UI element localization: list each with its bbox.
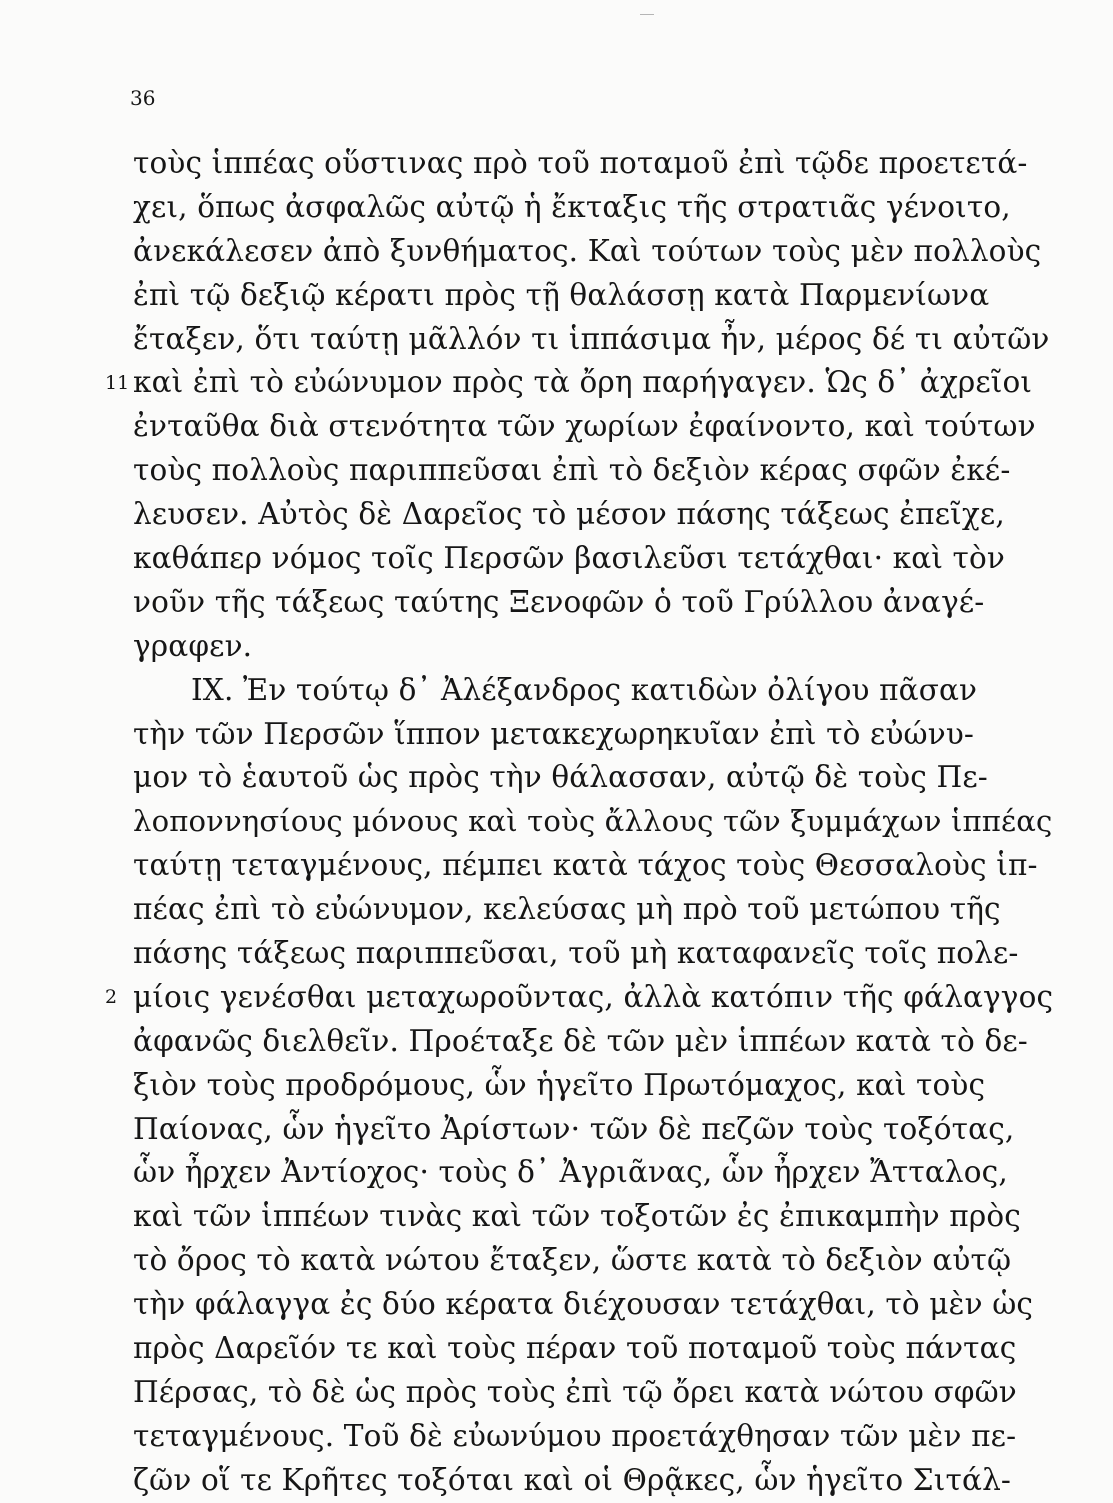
text-line: IX. Ἐν τούτῳ δ᾽ Ἀλέξανδρος κατιδὼν ὀλίγου πᾶσαν [191,672,978,707]
text-line: τοὺς ἱππέας οὕστινας πρὸ τοῦ ποταμοῦ ἐπὶ τῷδε προετετά- [133,146,1028,180]
text-line: λοποννησίους μόνους καὶ τοὺς ἄλλους τῶν ξυμμάχων ἱππέας [133,804,1053,839]
text-line: Παίονας, ὧν ἡγεῖτο Ἀρίστων· τῶν δὲ πεζῶν τοὺς τοξότας, [133,1111,1015,1146]
text-line: ἐπὶ τῷ δεξιῷ κέρατι πρὸς τῇ θαλάσσῃ κατὰ Παρμενίωνα [133,277,990,312]
text-line: νοῦν τῆς τάξεως ταύτης Ξενοφῶν ὁ τοῦ Γρύλλου ἀναγέ- [133,584,985,619]
top-edge-mark [640,14,654,15]
text-line: τὴν φάλαγγα ἐς δύο κέρατα διέχουσαν τετάχθαι, τὸ μὲν ὡς [133,1287,1034,1322]
text-line: πρὸς Δαρεῖόν τε καὶ τοὺς πέραν τοῦ ποταμοῦ τοὺς πάντας [133,1331,1017,1366]
text-line: ζῶν οἵ τε Κρῆτες τοξόται καὶ οἱ Θρᾷκες, ὧν ἡγεῖτο Σιτάλ- [133,1462,1012,1497]
text-line: τὸ ὄρος τὸ κατὰ νώτου ἔταξεν, ὥστε κατὰ τὸ δεξιὸν αὐτῷ [133,1243,1012,1278]
text-line: ὧν ἦρχεν Ἀντίοχος· τοὺς δ᾽ Ἀγριᾶνας, ὧν ἦρχεν Ἄτταλος, [133,1155,1008,1190]
text-line: μίοις γενέσθαι μεταχωροῦντας, ἀλλὰ κατόπιν τῆς φάλαγγος [133,979,1054,1014]
text-line: τοὺς πολλοὺς παριππεῦσαι ἐπὶ τὸ δεξιὸν κέρας σφῶν ἐκέ- [133,453,1011,488]
text-line: ἔταξεν, ὅτι ταύτῃ μᾶλλόν τι ἱππάσιμα ἦν, μέρος δέ τι αὐτῶν [133,321,1050,356]
text-line: καὶ ἐπὶ τὸ εὐώνυμον πρὸς τὰ ὄρη παρήγαγεν. Ὡς δ᾽ ἀχρεῖοι [133,365,1033,400]
body-text [133,142,1053,1503]
text-line: τεταγμένους. Τοῦ δὲ εὐωνύμου προετάχθησαν τῶν μὲν πε- [133,1418,1017,1453]
page-number: 36 [130,86,156,110]
text-line: μον τὸ ἑαυτοῦ ὡς πρὸς τὴν θάλασσαν, αὐτῷ δὲ τοὺς Πε- [133,760,988,795]
text-line: καθάπερ νόμος τοῖς Περσῶν βασιλεῦσι τετάχθαι· καὶ τὸν [133,541,1006,576]
text-line: πέας ἐπὶ τὸ εὐώνυμον, κελεύσας μὴ πρὸ τοῦ μετώπου τῆς [133,892,1001,927]
text-line: ἀνεκάλεσεν ἀπὸ ξυνθήματος. Καὶ τούτων τοὺς μὲν πολλοὺς [133,233,1042,268]
margin-section-number: 2 [105,986,118,1009]
text-line: Πέρσας, τὸ δὲ ὡς πρὸς τοὺς ἐπὶ τῷ ὄρει κατὰ νώτου σφῶν [133,1374,1017,1409]
margin-section-number: 11 [105,371,130,394]
text-line: χει, ὅπως ἀσφαλῶς αὐτῷ ἡ ἔκταξις τῆς στρατιᾶς γένοιτο, [133,189,1011,224]
text-line: γραφεν. [133,628,253,663]
text-line: ταύτῃ τεταγμένους, πέμπει κατὰ τάχος τοὺς Θεσσαλοὺς ἱπ- [133,848,1038,883]
text-line: καὶ τῶν ἱππέων τινὰς καὶ τῶν τοξοτῶν ἐς ἐπικαμπὴν πρὸς [133,1199,1021,1234]
text-line: λευσεν. Αὐτὸς δὲ Δαρεῖος τὸ μέσον πάσης τάξεως ἐπεῖχε, [133,497,1005,532]
text-line: ἐνταῦθα διὰ στενότητα τῶν χωρίων ἐφαίνοντο, καὶ τούτων [133,409,1036,444]
text-line: τὴν τῶν Περσῶν ἵππον μετακεχωρηκυῖαν ἐπὶ τὸ εὐώνυ- [133,716,975,751]
text-line: ξιὸν τοὺς προδρόμους, ὧν ἡγεῖτο Πρωτόμαχος, καὶ τοὺς [133,1067,986,1102]
text-line: ἀφανῶς διελθεῖν. Προέταξε δὲ τῶν μὲν ἱππέων κατὰ τὸ δε- [133,1023,1028,1058]
text-line: πάσης τάξεως παριππεῦσαι, τοῦ μὴ καταφανεῖς τοῖς πολε- [133,936,1019,971]
